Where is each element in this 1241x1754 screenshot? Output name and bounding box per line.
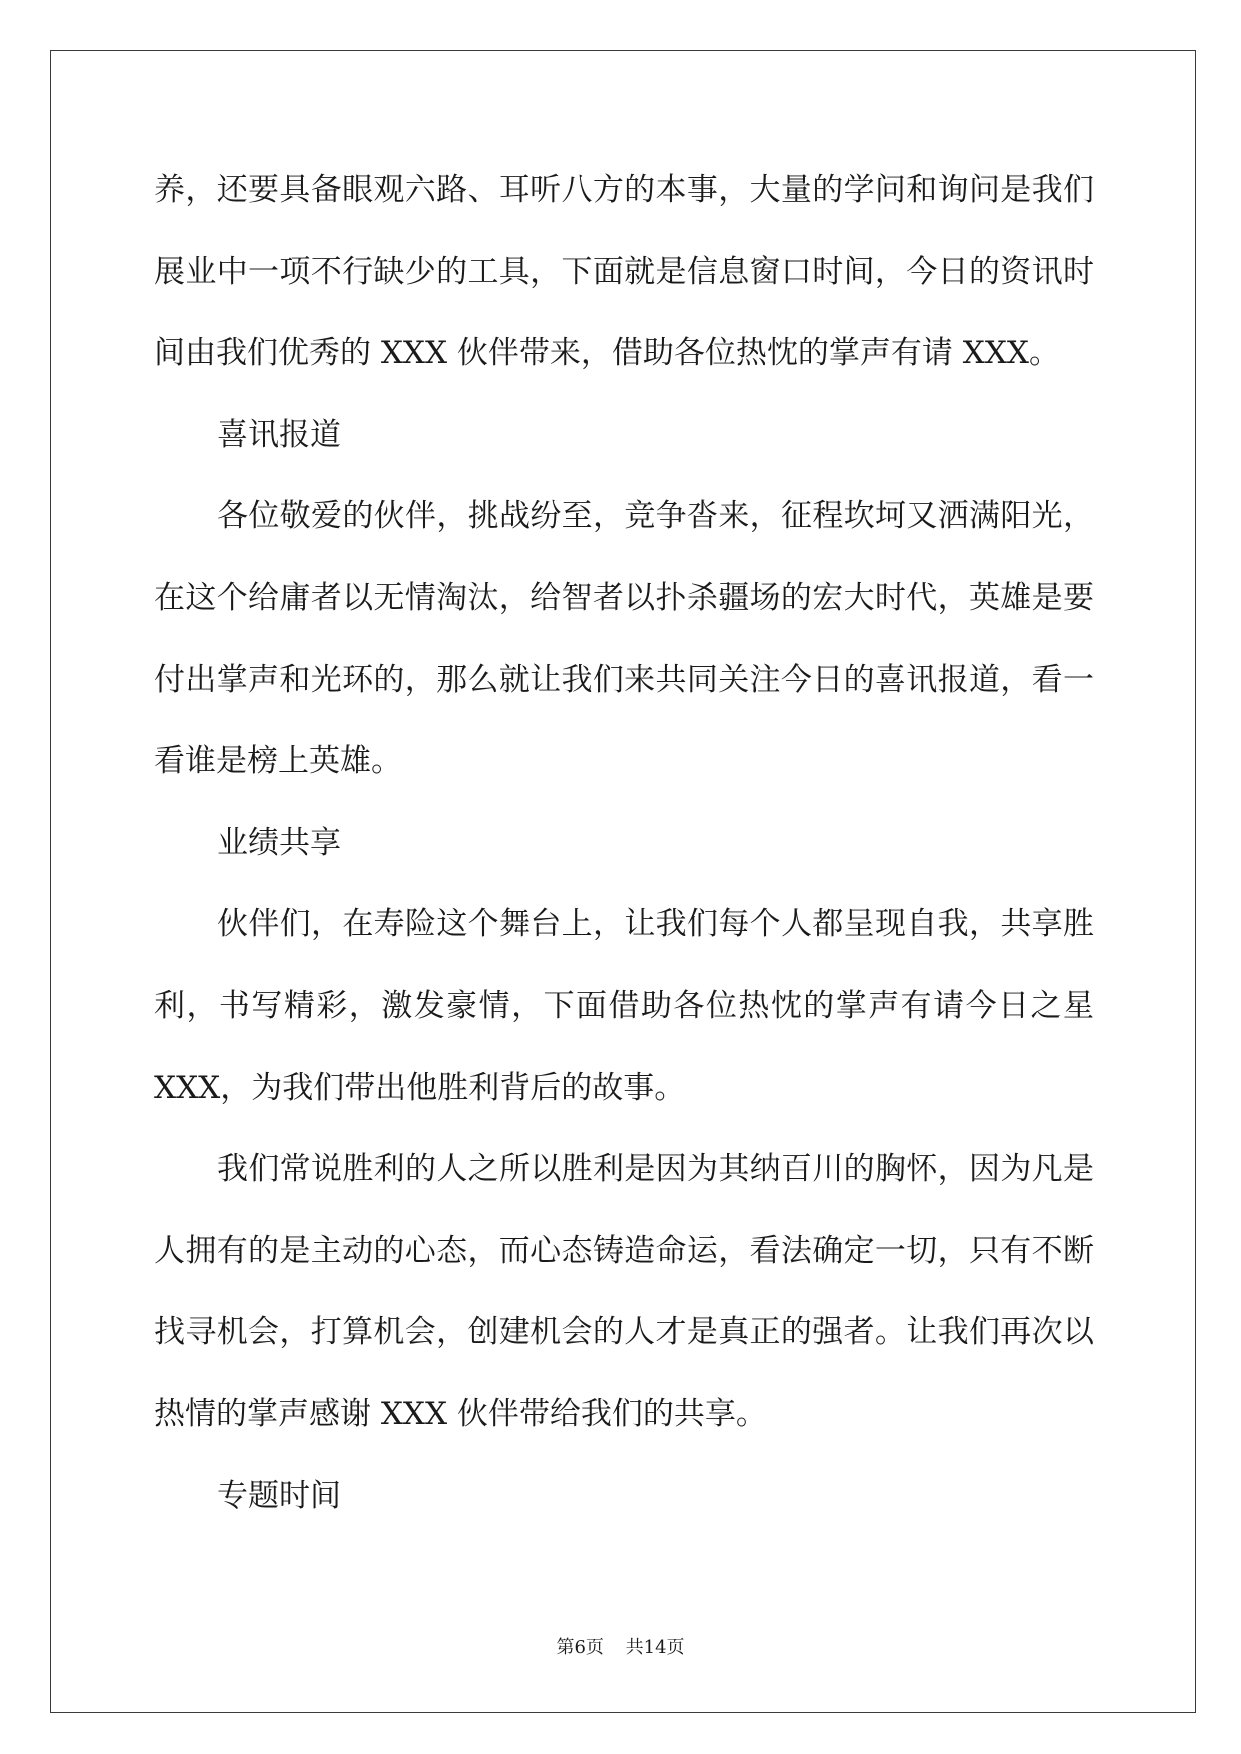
- text-line: 展业中一项不行缺少的工具，下面就是信息窗口时间，今日的资讯时: [154, 253, 1094, 290]
- text-line: 热情的掌声感谢 XXX 伙伴带给我们的共享。: [154, 1395, 767, 1432]
- text-line: 看谁是榜上英雄。: [154, 743, 402, 780]
- text-line: 伙伴们，在寿险这个舞台上，让我们每个人都呈现自我，共享胜: [217, 906, 1094, 943]
- text-line: 找寻机会，打算机会，创建机会的人才是真正的强者。让我们再次以: [154, 1314, 1094, 1351]
- text-line: 养，还要具备眼观六路、耳听八方的本事，大量的学问和询问是我们: [154, 172, 1094, 208]
- text-line: 我们常说胜利的人之所以胜利是因为其纳百川的胸怀，因为凡是: [217, 1151, 1094, 1188]
- section-heading: 专题时间: [217, 1477, 341, 1514]
- text-line: 各位敬爱的伙伴，挑战纷至，竞争沓来，征程坎坷又洒满阳光，: [217, 498, 1094, 535]
- page-footer: [0, 1634, 1241, 1662]
- text-line: 利，书写精彩，激发豪情，下面借助各位热忱的掌声有请今日之星: [154, 987, 1094, 1024]
- text-line: 间由我们优秀的 XXX 伙伴带来，借助各位热忱的掌声有请 XXX。: [154, 335, 1060, 372]
- text-line: XXX，为我们带出他胜利背后的故事。: [154, 1069, 686, 1106]
- text-line: 在这个给庸者以无情淘汰，给智者以扑杀疆场的宏大时代，英雄是要: [154, 579, 1094, 616]
- page-total: 共14页: [625, 1637, 685, 1658]
- document-body: [154, 150, 1094, 1537]
- text-line: 人拥有的是主动的心态，而心态铸造命运，看法确定一切，只有不断: [154, 1232, 1094, 1269]
- section-heading: 业绩共享: [217, 824, 341, 861]
- page-number: 第6页: [556, 1637, 604, 1658]
- section-heading: 喜讯报道: [217, 416, 341, 453]
- text-line: 付出掌声和光环的，那么就让我们来共同关注今日的喜讯报道，看一: [154, 661, 1094, 698]
